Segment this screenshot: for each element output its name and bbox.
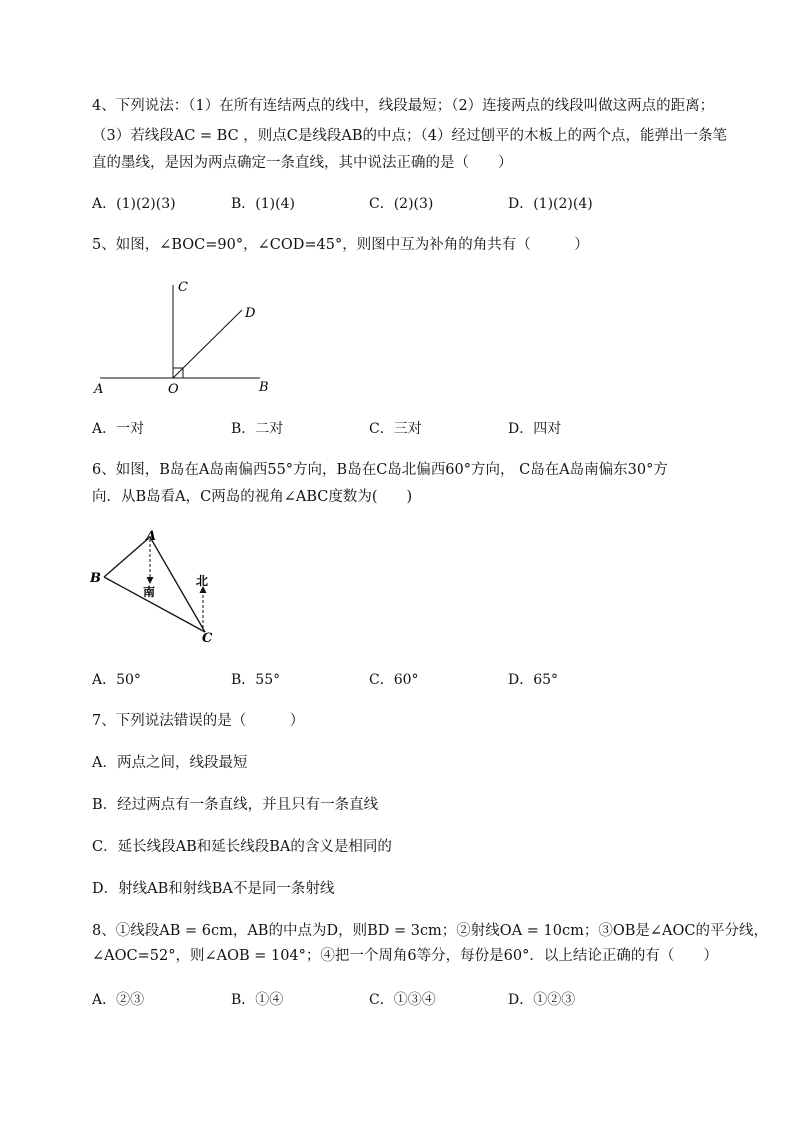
q6-segment-ba: [104, 537, 150, 577]
q5-figure: [88, 275, 288, 400]
q6-option-c: C．60°: [369, 672, 419, 688]
q8-option-a: A．②③: [92, 992, 145, 1008]
q5-option-b: B．二对: [231, 421, 284, 437]
q7-choice-b: B．经过两点有一条直线，并且只有一条直线: [92, 797, 379, 813]
q4-option-c: C．(2)(3): [369, 196, 434, 212]
q6-option-a: A．50°: [92, 672, 141, 688]
q7-choice-a: A．两点之间，线段最短: [92, 755, 248, 771]
q5-option-c: C．三对: [369, 421, 422, 437]
q6-label-c: C: [202, 631, 213, 646]
q7-choice-d: D．射线AB和射线BA不是同一条射线: [92, 881, 335, 897]
q5-label-a: A: [94, 382, 104, 397]
q6-south-arrowhead: [147, 577, 154, 584]
q6-label-a: A: [146, 529, 157, 544]
q8-option-b: B．①④: [231, 992, 284, 1008]
q4-line-1: 4、下列说法：（1）在所有连结两点的线中，线段最短；（2）连接两点的线段叫做这两点的距离；: [92, 98, 715, 114]
q4-option-d: D．(1)(2)(4): [508, 196, 593, 212]
q4-option-b: B．(1)(4): [231, 196, 295, 212]
q5-stem: 5、如图，∠BOC=90°，∠COD=45°，则图中互为补角的角共有（ ）: [92, 237, 589, 253]
q5-label-b: B: [259, 380, 269, 395]
q6-line-1: 6、如图，B岛在A岛南偏西55°方向，B岛在C岛北偏西60°方向， C岛在A岛南偏东30°方: [92, 462, 668, 478]
q4-line-3: 直的墨线，是因为两点确定一条直线，其中说法正确的是（ ）: [92, 155, 513, 171]
q8-option-c: C．①③④: [369, 992, 436, 1008]
q4-option-a: A．(1)(2)(3): [92, 196, 176, 212]
q4-line-2: （3）若线段AC = BC ，则点C是线段AB的中点；（4）经过刨平的木板上的两个点，能弹出一条笔: [92, 128, 727, 144]
q5-option-a: A．一对: [92, 421, 145, 437]
q7-choice-c: C．延长线段AB和延长线段BA的含义是相同的: [92, 839, 392, 855]
q5-label-c: C: [178, 280, 188, 295]
q8-line-1: 8、①线段AB = 6cm，AB的中点为D，则BD = 3cm；②射线OA = 10cm；③OB是∠AOC的平分线，: [92, 923, 769, 939]
q5-option-d: D．四对: [508, 421, 562, 437]
q6-option-b: B．55°: [231, 672, 281, 688]
q5-label-d: D: [245, 306, 256, 321]
q6-line-2: 向．从B岛看A，C两岛的视角∠ABC度数为( ): [92, 489, 413, 505]
q5-label-o: O: [168, 382, 179, 397]
q8-option-d: D．①②③: [508, 992, 576, 1008]
q8-line-2: ∠AOC=52°，则∠AOB = 104°；④把一个周角6等分，每份是60°．以上结论正确的有（ ）: [92, 948, 718, 964]
q6-label-b: B: [90, 571, 101, 586]
q6-label-south: 南: [143, 585, 156, 599]
q6-label-north: 北: [196, 574, 209, 588]
q6-option-d: D．65°: [508, 672, 559, 688]
q7-stem: 7、下列说法错误的是（ ）: [92, 713, 305, 729]
q6-figure: [88, 525, 228, 650]
